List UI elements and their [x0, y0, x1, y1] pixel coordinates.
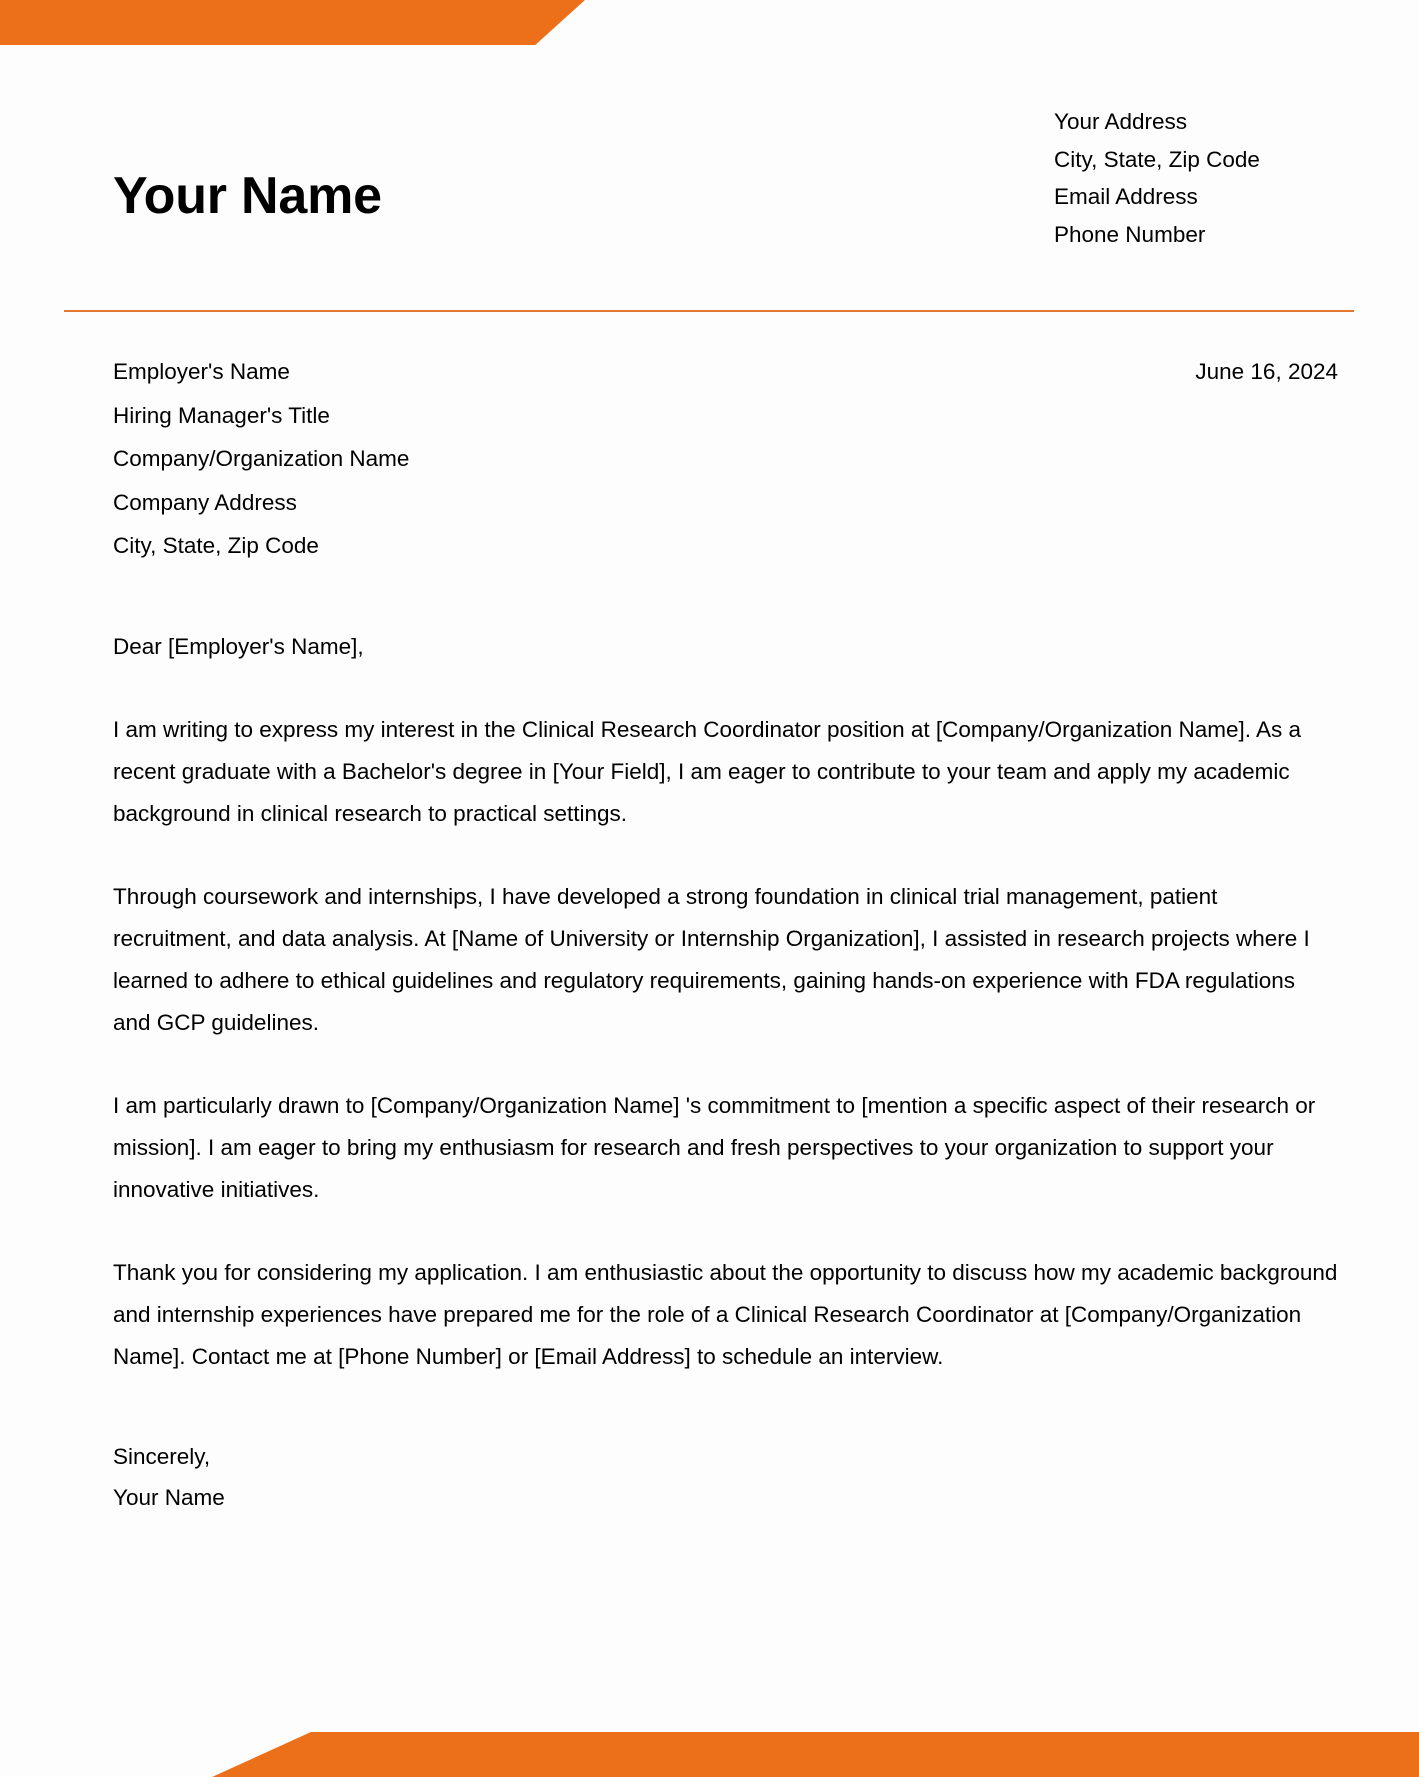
body-paragraph-2: Through coursework and internships, I have developed a strong foundation in clinical trial management, patient recruitment, and data analysis. At [Name of University or Internship Organization], I assisted in research projects where I learned to adhere to ethical guidelines and regulatory requirements, gaining hands-on experience with FDA regulations and GCP guidelines. [113, 884, 1310, 1035]
recipient-name: Employer's Name [113, 359, 290, 384]
contact-city-line: City, State, Zip Code [1054, 146, 1260, 172]
closing-block [113, 1436, 1338, 1518]
recipient-address: Company Address [113, 489, 297, 515]
body-paragraph-1: I am writing to express my interest in the Clinical Research Coordinator position at [Company/Organization Name]. As a recent graduate with a Bachelor's degree in [Your Field], I am eager to contribute to your team and apply my academic background in clinical research to practical settings. [113, 717, 1302, 826]
contact-address-line: Your Address [1054, 109, 1188, 134]
recipient-title: Hiring Manager's Title [113, 402, 330, 428]
valediction: Sincerely, [113, 1444, 211, 1469]
header-divider [64, 310, 1354, 312]
body-paragraph-4: Thank you for considering my application. I am enthusiastic about the opportunity to discuss how my academic background and internship experiences have prepared me for the role of a Clinical Research Coordinator at [Company/Organization Name]. Contact me at [Phone Number] or [Email Address] to schedule an interview. [113, 1260, 1338, 1369]
page-title: Your Name [113, 167, 382, 225]
recipient-company: Company/Organization Name [113, 446, 410, 471]
recipient-city: City, State, Zip Code [113, 533, 319, 558]
letter-header [0, 45, 1419, 313]
sender-contact-block [1054, 103, 1260, 253]
letter-date: June 16, 2024 [1195, 359, 1338, 384]
recipient-row [113, 350, 1338, 568]
signature-name: Your Name [113, 1485, 225, 1510]
bottom-accent-banner [212, 1732, 1419, 1777]
recipient-block [113, 350, 1338, 568]
top-accent-banner [0, 0, 585, 45]
body-paragraph-3: I am particularly drawn to [Company/Organization Name] 's commitment to [mention a specific aspect of their research or mission]. I am eager to bring my enthusiasm for research and fresh perspectives to your organization to support your innovative initiatives. [113, 1093, 1316, 1202]
salutation: Dear [Employer's Name], [113, 633, 364, 659]
letter-body [113, 350, 1338, 1518]
contact-email-line: Email Address [1054, 184, 1198, 210]
contact-phone-line: Phone Number [1054, 221, 1206, 247]
